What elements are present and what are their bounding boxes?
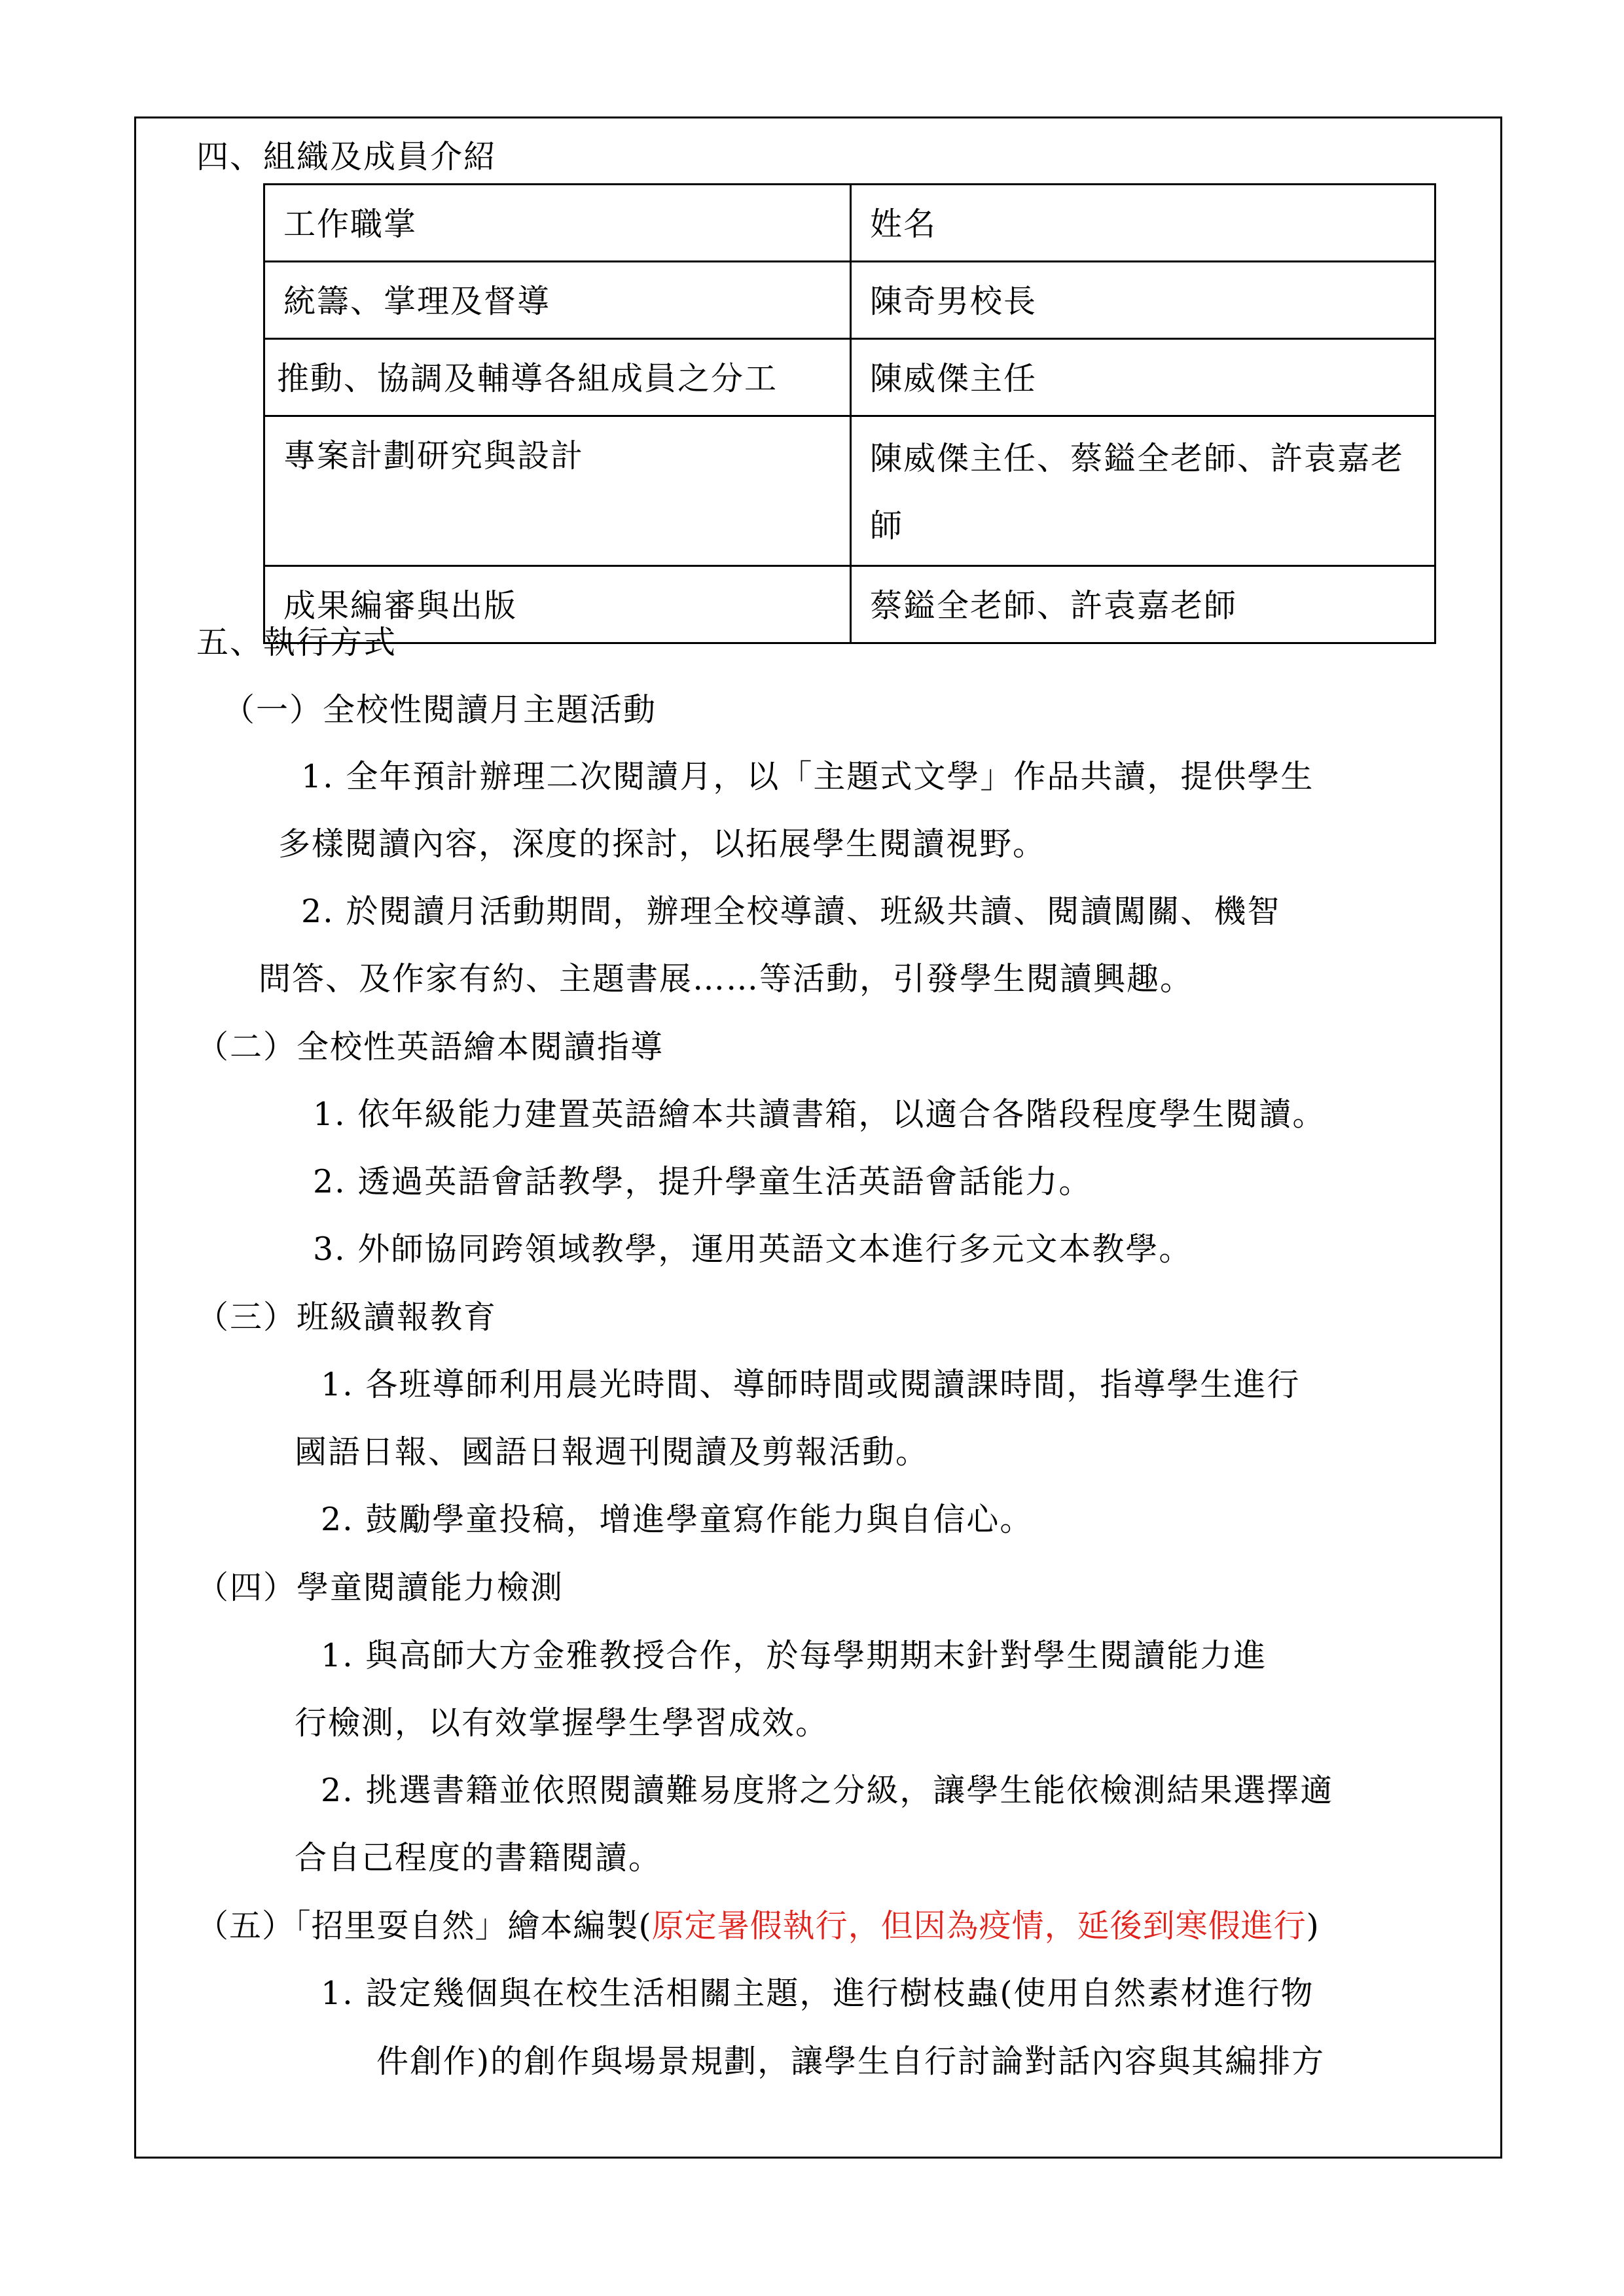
paragraph-line: 行檢測，以有效掌握學生學習成效。: [295, 1704, 829, 1742]
subsection-title-1: （一）全校性閱讀月主題活動: [223, 691, 657, 728]
subsection-title-4: （四）學童閱讀能力檢測: [196, 1569, 564, 1606]
subsection-title-3: （三）班級讀報教育: [196, 1299, 497, 1336]
table-row: [264, 262, 1435, 339]
table-row: [264, 339, 1435, 416]
section-heading-organization: 四、組織及成員介紹: [196, 138, 497, 175]
subsection-title-2: （二）全校性英語繪本閱讀指導: [196, 1028, 664, 1066]
table-cell-name: [851, 416, 1435, 566]
table-cell-duty: 專案計劃研究與設計: [264, 416, 851, 566]
table-cell-name: 陳奇男校長: [851, 262, 1435, 339]
subsection-title-5-suffix: ): [1306, 1907, 1320, 1945]
paragraph-line: 3. 外師協同跨領域教學，運用英語文本進行多元文本教學。: [313, 1230, 1193, 1268]
paragraph-line: 1. 與高師大方金雅教授合作，於每學期期末針對學生閱讀能力進: [321, 1637, 1267, 1674]
subsection-title-5: [196, 1907, 1320, 1946]
table-cell-duty: 統籌、掌理及督導: [264, 262, 851, 339]
paragraph-line: 1. 依年級能力建置英語繪本共讀書箱，以適合各階段程度學生閱讀。: [313, 1096, 1326, 1133]
paragraph-line: 1. 設定幾個與在校生活相關主題，進行樹枝蟲(使用自然素材進行物: [321, 1975, 1314, 2012]
subsection-title-5-prefix: （五）「招里耍自然」繪本編製(: [196, 1907, 652, 1945]
paragraph-line: 2. 於閱讀月活動期間，辦理全校導讀、班級共讀、閱讀闖關、機智: [301, 893, 1281, 930]
paragraph-line: 1. 全年預計辦理二次閱讀月，以「主題式文學」作品共讀，提供學生: [301, 758, 1314, 795]
paragraph-line: 多樣閱讀內容，深度的探討，以拓展學生閱讀視野。: [278, 825, 1047, 863]
organization-table: [263, 183, 1436, 644]
paragraph-line: 件創作)的創作與場景規劃，讓學生自行討論對話內容與其編排方: [376, 2043, 1326, 2080]
table-header-row: [264, 185, 1435, 262]
table-cell-name-text: 陳威傑主任、蔡鎰全老師、許袁嘉老師: [870, 440, 1405, 545]
paragraph-line: 2. 挑選書籍並依照閱讀難易度將之分級，讓學生能依檢測結果選擇適: [321, 1772, 1334, 1809]
table-cell-name: 蔡鎰全老師、許袁嘉老師: [851, 566, 1435, 643]
table-header-cell: 工作職掌: [264, 185, 851, 262]
paragraph-line: 2. 透過英語會話教學，提升學童生活英語會話能力。: [313, 1163, 1092, 1200]
table-row: [264, 416, 1435, 566]
table-row: [264, 566, 1435, 643]
paragraph-line: 問答、及作家有約、主題書展……等活動，引發學生閱讀興趣。: [259, 960, 1194, 997]
table-cell-duty: 推動、協調及輔導各組成員之分工: [264, 339, 851, 416]
paragraph-line: 1. 各班導師利用晨光時間、導師時間或閱讀課時間，指導學生進行: [321, 1366, 1301, 1403]
paragraph-line: 2. 鼓勵學童投稿，增進學童寫作能力與自信心。: [321, 1501, 1034, 1538]
paragraph-line: 合自己程度的書籍閱讀。: [295, 1839, 662, 1876]
table-cell-duty: 成果編審與出版: [264, 566, 851, 643]
paragraph-line: 國語日報、國語日報週刊閱讀及剪報活動。: [295, 1433, 929, 1471]
subsection-title-5-note: 原定暑假執行，但因為疫情，延後到寒假進行: [651, 1907, 1307, 1945]
table-header-cell: 姓名: [851, 185, 1435, 262]
section-heading-implementation: 五、執行方式: [196, 624, 397, 661]
table-cell-name: 陳威傑主任: [851, 339, 1435, 416]
